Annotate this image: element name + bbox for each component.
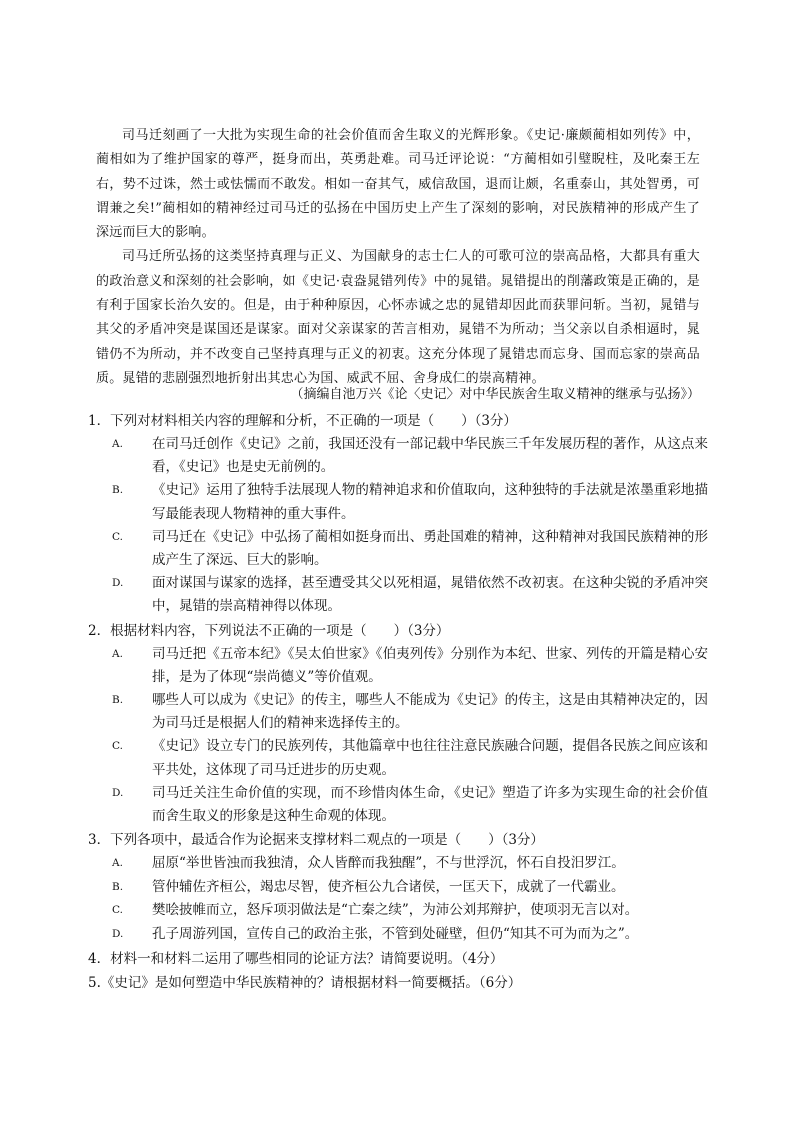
passage-paragraph-2: 司马迁所弘扬的这类坚持真理与正义、为国献身的志士仁人的可歌可泣的崇高品格，大都具有重大的政治意义和深刻的社会影响，如《史记·袁盎晁错列传》中的晁错。晁错提出的削藩政策是正确的，是有利于国家长治久安的。但是，由于种种原因，心怀赤诚之忠的晁错却因此而获罪问斩。当初，晁错与其父的矛盾冲突是谋国还是谋家。面对父亲谋家的苦言相劝，晁错不为所动；当父亲以自杀相逼时，晁错仍不为所动，并不改变自己坚持真理与正义的初衷。这充分体现了晁错忠而忘身、国而忘家的崇高品质。晁错的悲剧强烈地折射出其忠心为国、威武不屈、舍身成仁的崇高精神。 [96, 249, 700, 386]
option-text: 《史记》设立专门的民族列传，其他篇章中也往往注意民族融合问题，提倡各民族之间应该和平共处，这体现了司马迁进步的历史观。 [152, 738, 708, 778]
option-letter: C. [112, 904, 123, 917]
option-d [88, 782, 708, 828]
option-text: 司马迁在《史记》中弘扬了蔺相如挺身而出、勇赴国难的精神，这种精神对我国民族精神的形成产生了深远、巨大的影响。 [152, 528, 708, 569]
question-5 [88, 971, 708, 995]
option-letter: A. [112, 438, 123, 450]
option-a [88, 433, 708, 479]
question-stem: 1．下列对材料相关内容的理解和分析，不正确的一项是（ ）（3分） [88, 413, 517, 429]
option-d [88, 923, 708, 947]
option-letter: C. [112, 530, 123, 543]
option-letter: B. [112, 880, 124, 893]
passage-paragraph-1: 司马迁刻画了一大批为实现生命的社会价值而舍生取义的光辉形象。《史记·廉颇蔺相如列传》中，蔺相如为了维护国家的尊严，挺身而出，英勇赴难。司马迁评论说：“方蔺相如引璧睨柱，及叱秦王左右，势不过诛，然士或怯懦而不敢发。相如一奋其气，威信敌国，退而让颇，名重泰山，其处智勇，可谓兼之矣!”蔺相如的精神经过司马迁的弘扬在中国历史上产生了深刻的影响，对民族精神的形成产生了深远而巨大的影响。 [96, 128, 700, 241]
option-letter: B. [112, 484, 124, 497]
option-a [88, 852, 708, 876]
option-text: 哪些人可以成为《史记》的传主，哪些人不能成为《史记》的传主，这是由其精神决定的，因为司马迁是根据人们的精神来选择传主的。 [152, 692, 708, 732]
option-text: 在司马迁创作《史记》之前，我国还没有一部记载中华民族三千年发展历程的著作，从这点来看，《史记》也是史无前例的。 [152, 436, 708, 476]
option-c [88, 526, 708, 572]
option-b [88, 876, 708, 900]
question-2 [88, 619, 708, 829]
option-letter: C. [112, 740, 123, 753]
question-4 [88, 947, 708, 971]
question-stem: 2．根据材料内容，下列说法不正确的一项是（ ）（3分） [88, 622, 450, 639]
option-letter: B. [112, 694, 124, 707]
question-list [88, 409, 708, 995]
option-text: 《史记》运用了独特手法展现人物的精神追求和价值取向，这种独特的手法就是浓墨重彩地描写最能表现人物精神的重大事件。 [152, 482, 708, 522]
question-3 [88, 828, 708, 946]
option-c [88, 899, 708, 923]
option-letter: D. [112, 928, 124, 941]
question-stem: 3．下列各项中，最适合作为论据来支撑材料二观点的一项是（ ）（3分） [88, 832, 544, 849]
option-text: 司马迁关注生命价值的实现，而不珍惜肉体生命，《史记》塑造了许多为实现生命的社会价值而舍生取义的形象是这种生命观的体现。 [152, 784, 708, 825]
option-letter: A. [112, 647, 123, 660]
option-text: 屈原“举世皆浊而我独清，众人皆醉而我独醒”，不与世浮沉，怀石自投汨罗江。 [152, 855, 625, 872]
question-stem: 5.《史记》是如何塑造中华民族精神的？请根据材料一简要概括。（6分） [88, 974, 522, 991]
question-1 [88, 409, 708, 619]
option-text: 樊哙披帷而立，怒斥项羽做法是“亡秦之续”，为沛公刘邦辩护，使项羽无言以对。 [152, 902, 639, 919]
option-letter: D. [112, 577, 124, 590]
option-letter: D. [112, 786, 124, 799]
option-d [88, 572, 708, 618]
reading-passage [96, 124, 700, 391]
option-text: 孔子周游列国，宣传自己的政治主张，不管到处碰壁，但仍“知其不可为而为之”。 [152, 926, 639, 943]
option-text: 面对谋国与谋家的选择，甚至遭受其父以死相逼，晁错依然不改初衷。在这种尖锐的矛盾冲突中，晁错的崇高精神得以体现。 [152, 575, 708, 615]
option-text: 管仲辅佐齐桓公，竭忠尽智，使齐桓公九合诸侯，一匡天下，成就了一代霸业。 [152, 878, 625, 895]
option-b [88, 479, 708, 525]
option-text: 司马迁把《五帝本纪》《吴太伯世家》《伯夷列传》分别作为本纪、世家、列传的开篇是精心安排，是为了体现“崇尚德义”等价值观。 [152, 645, 708, 685]
option-b [88, 689, 708, 735]
option-c [88, 735, 708, 781]
passage-source: （摘编自池万兴《论〈史记〉对中华民族舍生取义精神的继承与弘扬》） [290, 387, 700, 402]
option-a [88, 643, 708, 689]
question-stem: 4．材料一和材料二运用了哪些相同的论证方法？请简要说明。（4分） [88, 950, 504, 967]
option-letter: A. [112, 857, 123, 870]
